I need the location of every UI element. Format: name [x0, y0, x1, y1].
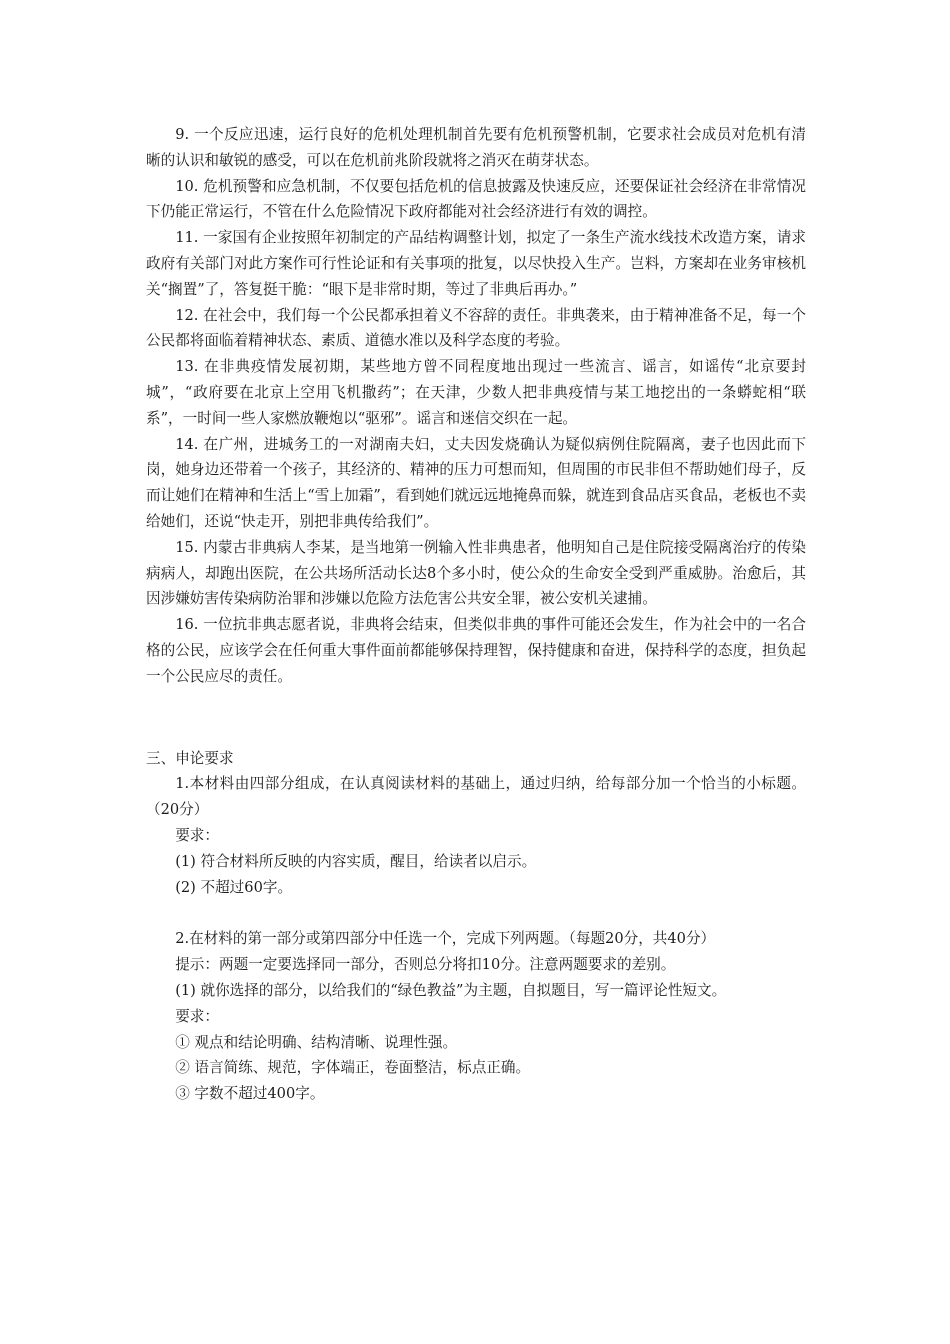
- material-paragraph-10: 10. 危机预警和应急机制，不仅要包括危机的信息披露及快速反应，还要保证社会经济在非常情况下仍能正常运行，不管在什么危险情况下政府都能对社会经济进行有效的调控。: [146, 177, 806, 221]
- material-paragraph-9: 9. 一个反应迅速，运行良好的危机处理机制首先要有危机预警机制，它要求社会成员对危机有清晰的认识和敏锐的感受，可以在危机前兆阶段就将之消灭在萌芽状态。: [146, 126, 806, 169]
- question-spacer: [146, 900, 806, 926]
- document-page: [146, 122, 806, 1107]
- question-1-requirements-label: 要求：: [175, 826, 219, 844]
- question-2-hint: 提示：两题一定要选择同一部分，否则总分将扣10分。注意两题要求的差别。: [175, 956, 676, 974]
- question-1-requirement-1: (1) 符合材料所反映的内容实质，醒目，给读者以启示。: [175, 852, 537, 870]
- question-2-subquestion-1: (1) 就你选择的部分，以给我们的“绿色教益”为主题，自拟题目，写一篇评论性短文。: [175, 981, 727, 999]
- question-2-requirement-2: ② 语言简练、规范，字体端正，卷面整洁，标点正确。: [175, 1059, 531, 1077]
- material-paragraph-15: 15. 内蒙古非典病人李某，是当地第一例输入性非典患者，他明知自己是住院接受隔离治疗的传染病病人，却跑出医院，在公共场所活动长达8个多小时，使公众的生命安全受到严重威胁。治愈后，其因涉嫌妨害传染病防治罪和涉嫌以危险方法危害公共安全罪，被公安机关逮捕。: [146, 538, 806, 608]
- question-2-requirement-3: ③ 字数不超过400字。: [175, 1085, 325, 1103]
- material-paragraph-13: 13. 在非典疫情发展初期，某些地方曾不同程度地出现过一些流言、谣言，如谣传“北京要封城”，“政府要在北京上空用飞机撒药”；在天津，少数人把非典疫情与某工地挖出的一条蟒蛇相“联系”，一时间一些人家燃放鞭炮以“驱邪”。谣言和迷信交织在一起。: [146, 358, 806, 427]
- question-1: 1.本材料由四部分组成，在认真阅读材料的基础上，通过归纳，给每部分加一个恰当的小标题。（20分）: [146, 775, 806, 819]
- section-heading: 三、申论要求: [146, 749, 234, 767]
- section-spacer: [146, 690, 806, 746]
- material-paragraph-14: 14. 在广州，进城务工的一对湖南夫妇，丈夫因发烧确认为疑似病例住院隔离，妻子也因此而下岗，她身边还带着一个孩子，其经济的、精神的压力可想而知，但周围的市民非但不帮助她们母子，反而让她们在精神和生活上“雪上加霜”，看到她们就远远地掩鼻而躲，就连到食品店买食品，老板也不卖给她们，还说“快走开，别把非典传给我们”。: [146, 435, 806, 530]
- question-2-requirement-1: ① 观点和结论明确、结构清晰、说理性强。: [175, 1033, 458, 1051]
- material-paragraph-11: 11. 一家国有企业按照年初制定的产品结构调整计划，拟定了一条生产流水线技术改造方案，请求政府有关部门对此方案作可行性论证和有关事项的批复，以尽快投入生产。岂料，方案却在业务审核机关“搁置”了，答复挺干脆：“眼下是非常时期，等过了非典后再办。”: [146, 229, 806, 298]
- material-paragraph-16: 16. 一位抗非典志愿者说，非典将会结束，但类似非典的事件可能还会发生，作为社会中的一名合格的公民，应该学会在任何重大事件面前都能够保持理智，保持健康和奋进，保持科学的态度，担负起一个公民应尽的责任。: [146, 616, 806, 685]
- question-1-requirement-2: (2) 不超过60字。: [175, 878, 293, 896]
- material-paragraph-12: 12. 在社会中，我们每一个公民都承担着义不容辞的责任。非典袭来，由于精神准备不足，每一个公民都将面临着精神状态、素质、道德水准以及科学态度的考验。: [146, 306, 806, 350]
- question-2-requirements-label: 要求：: [175, 1007, 219, 1025]
- question-2: 2.在材料的第一部分或第四部分中任选一个，完成下列两题。（每题20分，共40分）: [175, 930, 716, 948]
